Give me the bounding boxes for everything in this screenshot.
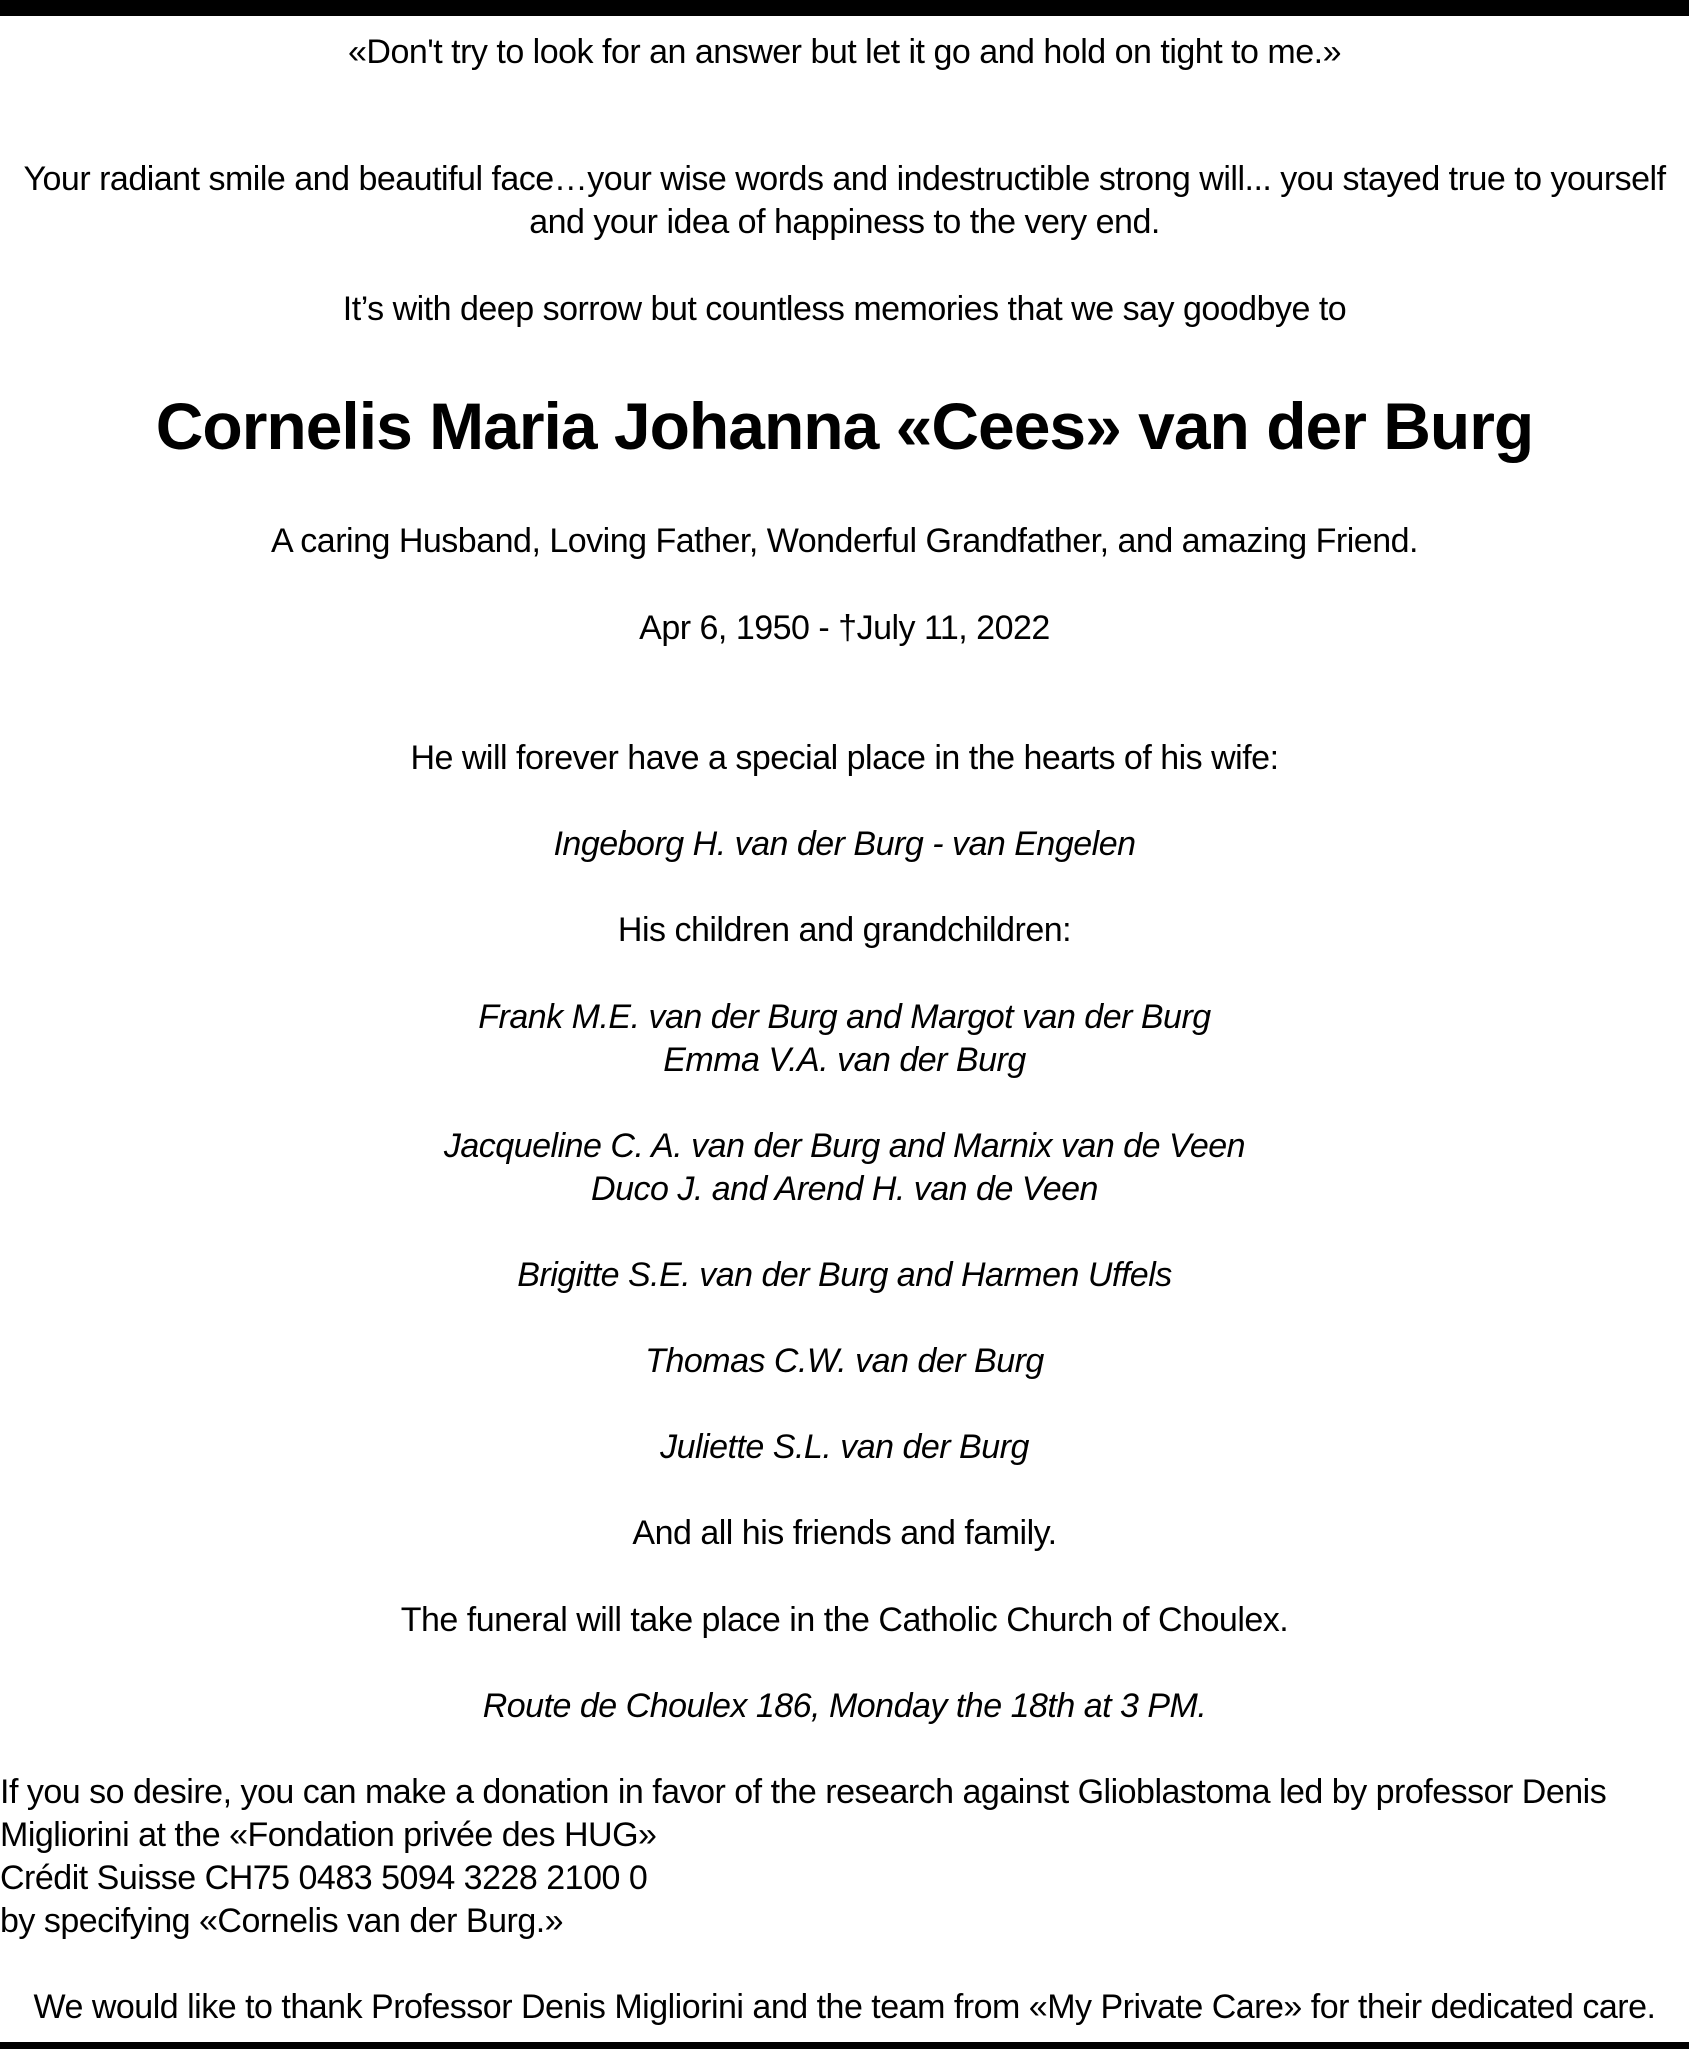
bottom-border (0, 2042, 1689, 2049)
wife-name: Ingeborg H. van der Burg - van Engelen (553, 825, 1136, 863)
wife-intro: He will forever have a special place in the hearts of his wife: (410, 739, 1279, 777)
tribute-text: Your radiant smile and beautiful face…your wise words and indestructible strong will... you stayed true to yourself and your idea of happiness to the very end. (23, 160, 1666, 241)
donation-line: If you so desire, you can make a donation in favor of the research against Glioblastoma led by professor Denis (0, 1773, 1607, 1811)
family-line: Frank M.E. van der Burg and Margot van der Burg (478, 998, 1211, 1036)
children-intro: His children and grandchildren: (617, 911, 1072, 949)
intro-text: It’s with deep sorrow but countless memories that we say goodbye to (342, 290, 1347, 328)
description-text: A caring Husband, Loving Father, Wonderful Grandfather, and amazing Friend. (271, 522, 1418, 560)
donation-line: Migliorini at the «Fondation privée des HUG» (0, 1816, 657, 1854)
life-dates: Apr 6, 1950 - †July 11, 2022 (639, 609, 1050, 647)
friends-text: And all his friends and family. (632, 1514, 1057, 1552)
family-line: Thomas C.W. van der Burg (645, 1342, 1044, 1380)
family-line: Emma V.A. van der Burg (663, 1041, 1026, 1079)
funeral-details: Route de Choulex 186, Monday the 18th at 3 PM. (482, 1687, 1207, 1725)
family-line: Juliette S.L. van der Burg (660, 1428, 1029, 1466)
opening-quote: «Don't try to look for an answer but let it go and hold on tight to me.» (348, 33, 1341, 71)
donation-line: by specifying «Cornelis van der Burg.» (0, 1902, 564, 1940)
family-line: Brigitte S.E. van der Burg and Harmen Uffels (517, 1256, 1172, 1294)
family-line: Jacqueline C. A. van der Burg and Marnix van de Veen (443, 1127, 1246, 1165)
deceased-name: Cornelis Maria Johanna «Cees» van der Burg (155, 389, 1534, 463)
top-border (0, 0, 1689, 16)
donation-line: Crédit Suisse CH75 0483 5094 3228 2100 0 (0, 1859, 648, 1897)
family-line: Duco J. and Arend H. van de Veen (591, 1170, 1098, 1208)
thanks-text: We would like to thank Professor Denis Migliorini and the team from «My Private Care» for their dedicated care. (33, 1988, 1656, 2026)
funeral-text: The funeral will take place in the Catholic Church of Choulex. (400, 1601, 1289, 1639)
